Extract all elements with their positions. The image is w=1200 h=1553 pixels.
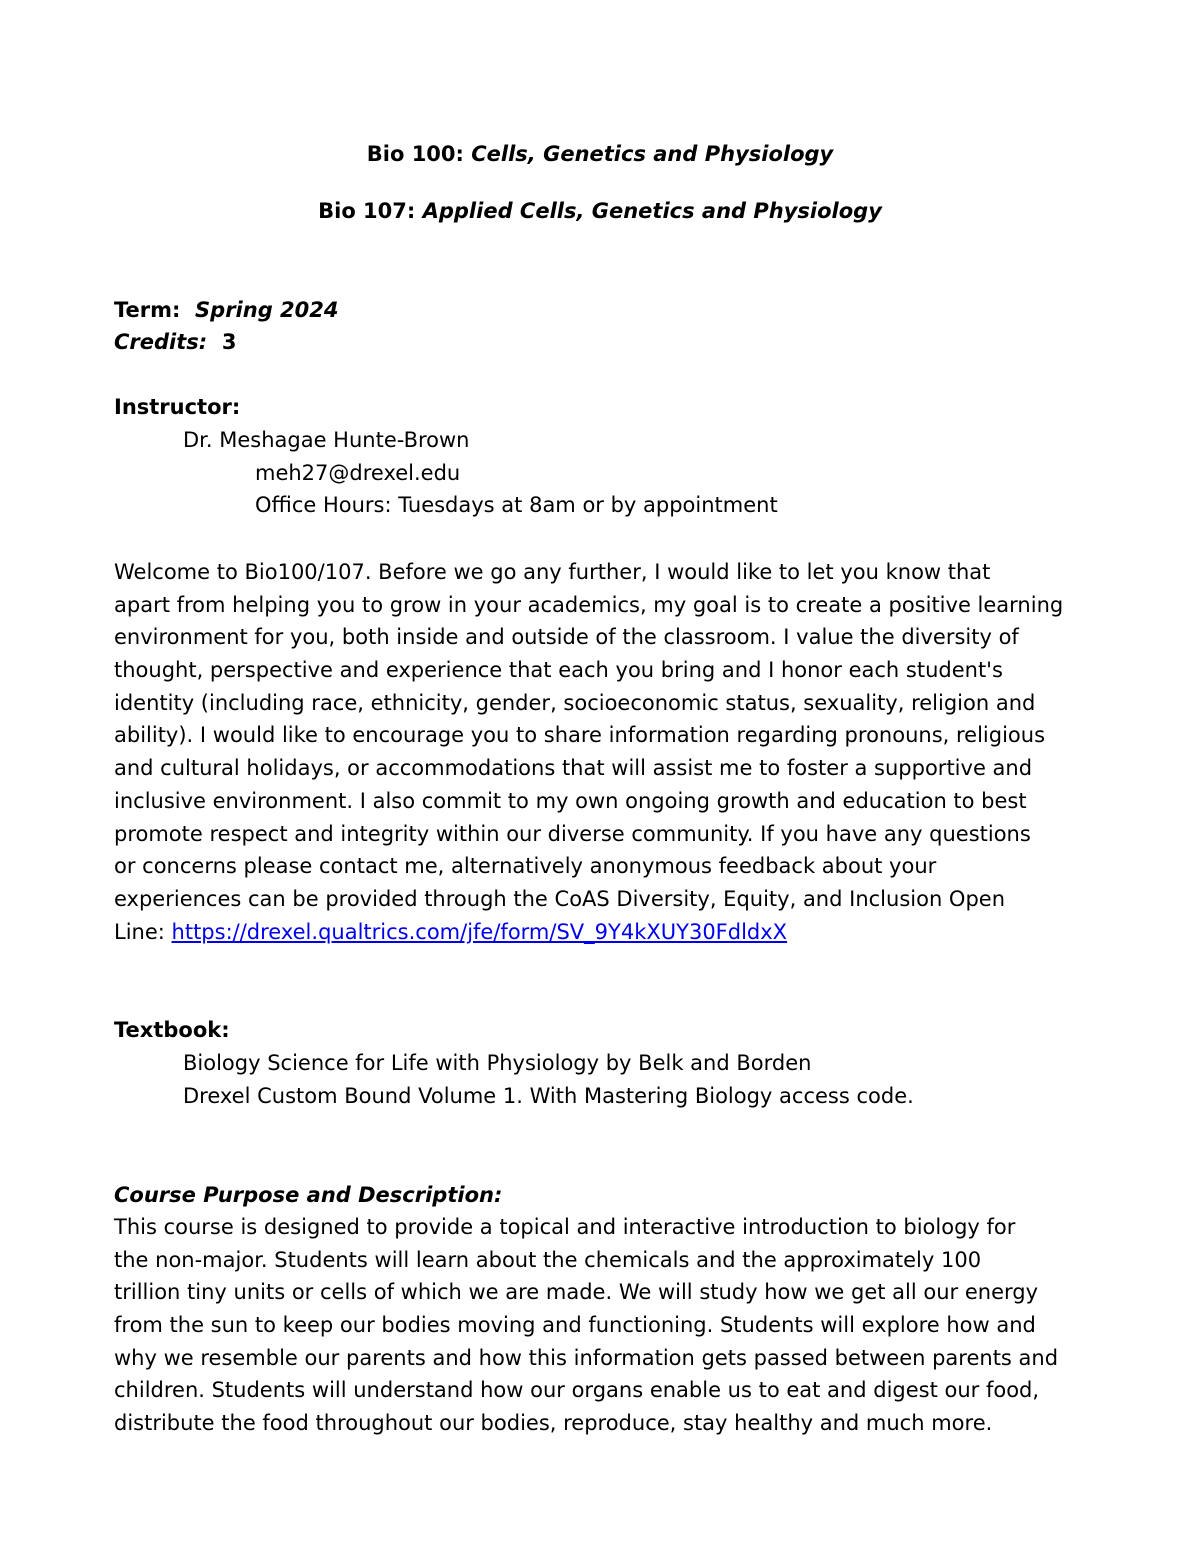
course-code-bio100: Bio 100:	[366, 142, 464, 166]
description-line: from the sun to keep our bodies moving and functioning. Students will explore how and	[114, 1313, 1036, 1338]
welcome-last-line	[114, 916, 1094, 949]
description-line: trillion tiny units or cells of which we are made. We will study how we get all our energy	[114, 1280, 1039, 1305]
description-line: distribute the food throughout our bodies, reproduce, stay healthy and much more.	[114, 1411, 993, 1436]
welcome-line: or concerns please contact me, alternatively anonymous feedback about your	[114, 854, 937, 879]
instructor-name: Dr. Meshagae Hunte-Brown	[183, 428, 470, 452]
welcome-line: environment for you, both inside and outside of the classroom. I value the diversity of	[114, 625, 1019, 650]
welcome-line: and cultural holidays, or accommodations that will assist me to foster a supportive and	[114, 756, 1033, 781]
welcome-line: experiences can be provided through the CoAS Diversity, Equity, and Inclusion Open	[114, 886, 1006, 911]
welcome-line: promote respect and integrity within our diverse community. If you have any questions	[114, 821, 1031, 846]
textbook-edition: Drexel Custom Bound Volume 1. With Mastering Biology access code.	[183, 1084, 914, 1108]
description-line: the non-major. Students will learn about the chemicals and the approximately 100	[114, 1247, 982, 1272]
course-code-bio107: Bio 107:	[318, 199, 416, 223]
course-name-bio100: Cells, Genetics and Physiology	[471, 142, 834, 166]
instructor-label: Instructor:	[114, 395, 241, 419]
welcome-line: inclusive environment. I also commit to my own ongoing growth and education to best	[114, 788, 1027, 813]
welcome-line: Welcome to Bio100/107. Before we go any further, I would like to let you know that	[114, 560, 991, 584]
description-line: children. Students will understand how our organs enable us to eat and digest our food,	[114, 1378, 1040, 1403]
textbook-title: Biology Science for Life with Physiology by Belk and Borden	[183, 1051, 812, 1075]
credits-label: Credits:	[114, 330, 208, 354]
welcome-line: thought, perspective and experience that each you bring and I honor each student's	[114, 658, 1003, 683]
welcome-line: apart from helping you to grow in your academics, my goal is to create a positive learning	[114, 592, 1064, 617]
course-purpose-heading	[114, 1181, 502, 1209]
welcome-paragraph	[114, 556, 1094, 948]
term-label: Term:	[114, 298, 181, 322]
term-row	[114, 296, 339, 324]
line-prefix: Line:	[114, 919, 165, 944]
textbook-label: Textbook:	[114, 1018, 230, 1042]
course-title-bio107	[0, 197, 1200, 225]
course-purpose-label: Course Purpose and Description:	[114, 1183, 503, 1207]
course-description	[114, 1211, 1094, 1440]
credits-value: 3	[221, 330, 237, 354]
description-line: why we resemble our parents and how this information gets passed between parents and	[114, 1345, 1059, 1370]
course-title-bio100	[0, 140, 1200, 168]
course-name-bio107: Applied Cells, Genetics and Physiology	[422, 199, 882, 223]
term-value: Spring 2024	[195, 298, 339, 322]
welcome-line: identity (including race, ethnicity, gender, socioeconomic status, sexuality, religion and	[114, 690, 1036, 715]
office-hours: Office Hours: Tuesdays at 8am or by appointment	[255, 493, 778, 517]
credits-row	[114, 328, 236, 356]
instructor-email[interactable]: meh27@drexel.edu	[255, 461, 461, 485]
welcome-line: ability). I would like to encourage you to share information regarding pronouns, religious	[114, 723, 1046, 748]
dei-open-line-link[interactable]: https://drexel.qualtrics.com/jfe/form/SV_9Y4kXUY30FdldxX	[171, 919, 788, 944]
description-line: This course is designed to provide a topical and interactive introduction to biology for	[114, 1215, 1016, 1239]
